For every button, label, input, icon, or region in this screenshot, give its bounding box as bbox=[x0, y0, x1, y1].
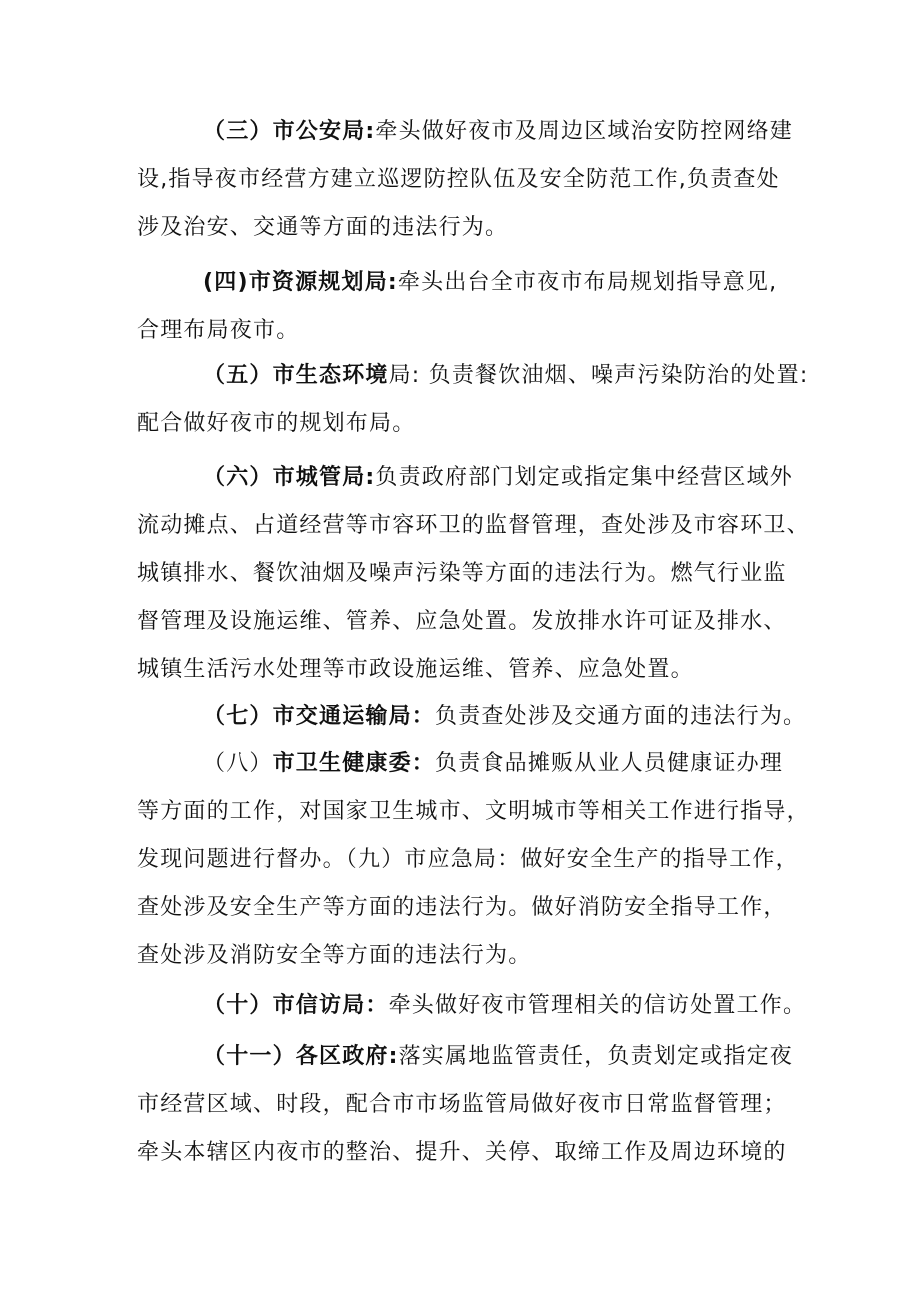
paragraph-petition-bureau bbox=[137, 982, 807, 1030]
paragraph-line bbox=[137, 259, 797, 307]
paragraph-line: 流动摊点、占道经营等市容环卫的监督管理，查处涉及市容环卫、 bbox=[137, 513, 810, 538]
paragraph-line: 市经营区域、时段，配合市市场监管局做好夜市日常监督管理； bbox=[137, 1092, 787, 1117]
paragraph-line: 合理布局夜市。 bbox=[137, 318, 300, 343]
paragraph-line: 涉及治安、交通等方面的违法行为。 bbox=[137, 215, 509, 240]
paragraph-line bbox=[137, 982, 807, 1030]
paragraph-line bbox=[137, 1033, 797, 1081]
paragraph-line: 等方面的工作，对国家卫生城市、文明城市等相关工作进行指导， bbox=[137, 799, 810, 824]
paragraph-urban-management bbox=[137, 454, 810, 694]
paragraph-health-commission bbox=[137, 740, 810, 980]
paragraph-text: 牵头做好夜市及周边区域治安防控网络建 bbox=[375, 119, 794, 144]
paragraph-heading: （五）市生态环境 bbox=[203, 363, 389, 388]
paragraph-heading: （十一）各区政府: bbox=[203, 1044, 399, 1069]
paragraph-public-security bbox=[137, 108, 797, 252]
paragraph-text: 牵头做好夜市管理相关的信访处置工作。 bbox=[388, 993, 807, 1018]
paragraph-line bbox=[137, 740, 797, 788]
paragraph-line: 城镇排水、餐饮油烟及噪声污染等方面的违法行为。燃气行业监 bbox=[137, 561, 787, 586]
paragraph-heading: （十）市信访局： bbox=[203, 993, 389, 1018]
paragraph-line: 查处涉及消防安全等方面的违法行为。 bbox=[137, 943, 532, 968]
paragraph-ecology-environment bbox=[137, 352, 809, 448]
paragraph-resource-planning bbox=[137, 259, 797, 355]
paragraph-text: 负责查处涉及交通方面的违法行为。 bbox=[435, 704, 807, 729]
paragraph-text: 局: 负责餐饮油烟、噪声污染防治的处置: bbox=[388, 363, 809, 388]
paragraph-text: 负责政府部门划定或指定集中经营区域外 bbox=[375, 465, 794, 490]
paragraph-heading: 市卫生健康委： bbox=[272, 751, 436, 776]
paragraph-line: 查处涉及安全生产等方面的违法行为。做好消防安全指导工作， bbox=[137, 895, 787, 920]
paragraph-line bbox=[137, 693, 807, 741]
paragraph-text: 牵头出台全市夜市布局规划指导意见, bbox=[397, 270, 778, 295]
paragraph-heading: （三）市公安局: bbox=[203, 119, 376, 144]
paragraph-line: 发现问题进行督办。（九）市应急局：做好安全生产的指导工作， bbox=[137, 847, 799, 872]
paragraph-heading: （七）市交通运输局： bbox=[203, 704, 436, 729]
paragraph-heading: （六）市城管局: bbox=[203, 465, 376, 490]
paragraph-line bbox=[137, 108, 797, 156]
paragraph-transport bbox=[137, 693, 807, 741]
paragraph-line: 督管理及设施运维、管养、应急处置。发放排水许可证及排水、 bbox=[137, 609, 787, 634]
paragraph-line bbox=[137, 454, 797, 502]
paragraph-text: 落实属地监管责任，负责划定或指定夜 bbox=[398, 1044, 794, 1069]
paragraph-text: 负责食品摊贩从业人员健康证办理 bbox=[435, 751, 784, 776]
paragraph-line: 牵头本辖区内夜市的整治、提升、关停、取缔工作及周边环境的 bbox=[137, 1140, 787, 1165]
paragraph-line: 配合做好夜市的规划布局。 bbox=[137, 411, 416, 436]
paragraph-heading: (四)市资源规划局: bbox=[203, 270, 398, 295]
paragraph-number: （八） bbox=[203, 751, 273, 776]
paragraph-district-governments bbox=[137, 1033, 797, 1177]
paragraph-line: 设,指导夜市经营方建立巡逻防控队伍及安全防范工作,负责查处 bbox=[137, 167, 780, 192]
paragraph-line: 城镇生活污水处理等市政设施运维、管养、应急处置。 bbox=[137, 657, 694, 682]
paragraph-line bbox=[137, 352, 809, 400]
